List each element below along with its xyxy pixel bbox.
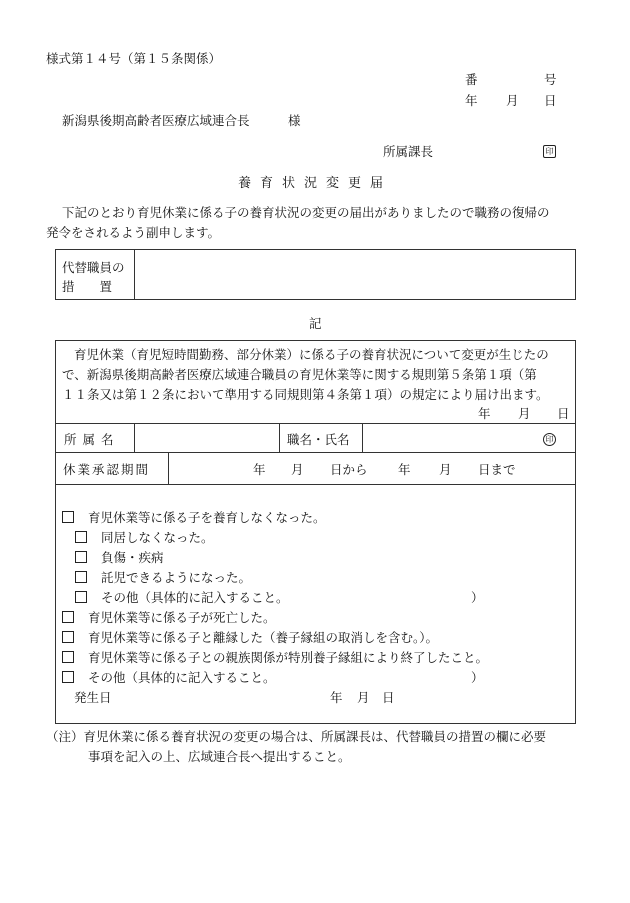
check-item-other[interactable]: その他（具体的に記入すること。 <box>62 668 276 686</box>
period-month-2: 月 <box>439 462 452 477</box>
notice-line-1: 育児休業（育児短時間勤務、部分休業）に係る子の養育状況について変更が生じたの <box>74 347 549 362</box>
name-seal-mark: 印 <box>543 430 556 446</box>
checkbox-icon[interactable] <box>62 611 74 623</box>
notice-day-label: 日 <box>557 406 570 421</box>
page-title: 養育状況変更届 <box>238 176 393 191</box>
notice-line-3: １１条又は第１２条において準用する同規則第４条第１項）の規定により届け出ます。 <box>62 387 549 402</box>
other-close-paren: ） <box>471 670 484 685</box>
footnote-line-1: （注）育児休業に係る養育状況の変更の場合は、所属課長は、代替職員の措置の欄に必要 <box>46 729 547 744</box>
affiliation-label: 所属名 <box>64 432 120 447</box>
other-sub-close-paren: ） <box>471 590 484 605</box>
name-label: 職名・氏名 <box>287 432 350 447</box>
check-item-not-cohabiting[interactable]: 同居しなくなった。 <box>75 528 214 546</box>
form-number: 様式第１４号（第１５条関係） <box>46 51 222 66</box>
check-item-injury-illness[interactable]: 負傷・疾病 <box>75 548 164 566</box>
period-to: 日まで <box>478 462 516 477</box>
ki-label: 記 <box>309 316 322 331</box>
check-item-stopped-raising[interactable]: 育児休業等に係る子を養育しなくなった。 <box>62 508 326 526</box>
occurrence-year: 年 <box>330 690 343 705</box>
check-item-adoption-dissolved[interactable]: 育児休業等に係る子と離縁した（養子縁組の取消しを含む。）。 <box>62 628 438 646</box>
period-year-1: 年 <box>253 462 266 477</box>
occurrence-month: 月 <box>357 690 370 705</box>
occurrence-label: 発生日 <box>74 690 112 705</box>
checkbox-icon[interactable] <box>62 671 74 683</box>
period-year-2: 年 <box>398 462 411 477</box>
substitute-label-2: 措 置 <box>62 279 113 294</box>
checkbox-icon[interactable] <box>75 571 87 583</box>
period-month-1: 月 <box>291 462 304 477</box>
intro-line-1: 下記のとおり育児休業に係る子の養育状況の変更の届出がありましたので職務の復帰の <box>62 205 550 220</box>
check-item-other-sub[interactable]: その他（具体的に記入すること。 <box>75 588 289 606</box>
checkbox-icon[interactable] <box>75 531 87 543</box>
notice-line-2: で、新潟県後期高齢者医療広域連合職員の育児休業等に関する規則第５条第１項（第 <box>62 367 537 382</box>
check-item-childcare-available[interactable]: 託児できるようになった。 <box>75 568 251 586</box>
period-label: 休業承認期間 <box>63 462 151 477</box>
checkbox-icon[interactable] <box>62 511 74 523</box>
notice-month-label: 月 <box>518 406 531 421</box>
checkbox-icon[interactable] <box>62 631 74 643</box>
checkbox-icon[interactable] <box>75 591 87 603</box>
intro-line-2: 発令をされるよう副申します。 <box>46 225 221 240</box>
header-day-label: 日 <box>544 93 557 108</box>
go-label: 号 <box>544 72 557 87</box>
substitute-label-1: 代替職員の <box>62 260 125 275</box>
period-from: 日から <box>330 462 368 477</box>
department-head-label: 所属課長 <box>383 144 434 159</box>
seal-mark: 印 <box>543 142 556 158</box>
checkbox-icon[interactable] <box>62 651 74 663</box>
header-month-label: 月 <box>506 93 519 108</box>
notice-year-label: 年 <box>478 406 491 421</box>
check-item-special-adoption[interactable]: 育児休業等に係る子との親族関係が特別養子縁組により終了したこと。 <box>62 648 488 666</box>
sama-label: 様 <box>288 113 301 128</box>
substitute-divider <box>134 249 135 300</box>
check-item-child-died[interactable]: 育児休業等に係る子が死亡した。 <box>62 608 276 626</box>
checkbox-icon[interactable] <box>75 551 87 563</box>
affiliation-input[interactable] <box>140 428 273 448</box>
name-input[interactable] <box>368 428 533 448</box>
ban-label: 番 <box>465 72 478 87</box>
addressee: 新潟県後期高齢者医療広域連合長 <box>62 113 250 128</box>
occurrence-day: 日 <box>382 690 395 705</box>
header-year-label: 年 <box>465 93 478 108</box>
substitute-input[interactable] <box>140 262 565 286</box>
footnote-line-2: 事項を記入の上、広域連合長へ提出すること。 <box>88 749 351 764</box>
